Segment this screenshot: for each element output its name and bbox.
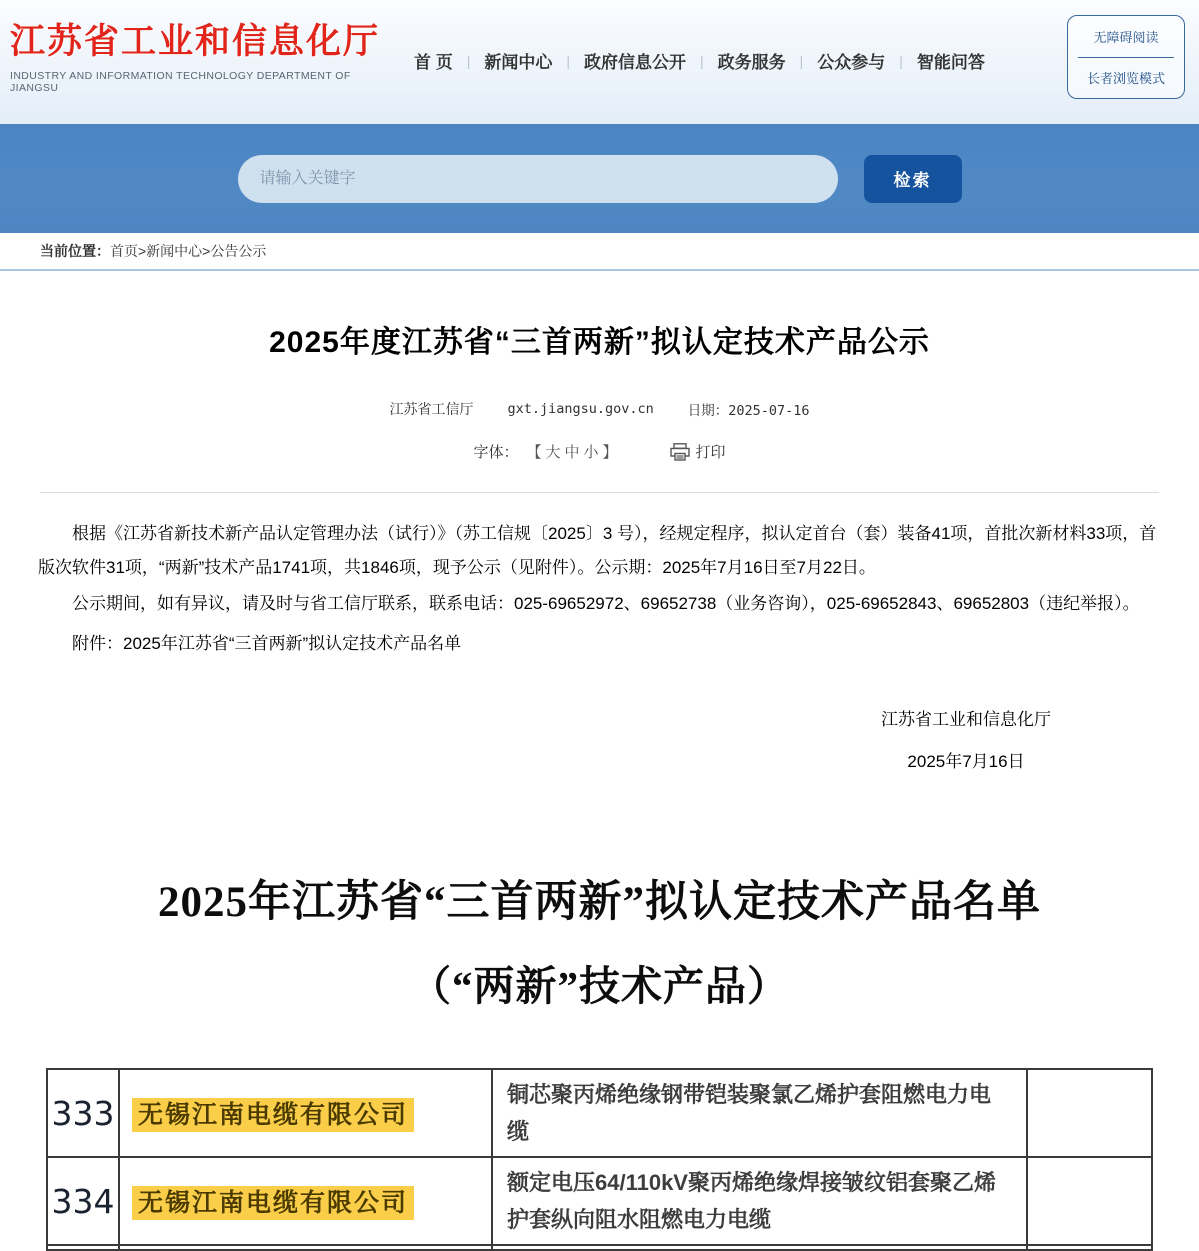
article-paragraph-1: 根据《江苏省新技术新产品认定管理办法（试行）》（苏工信规〔2025〕3 号），经规定程序，拟认定首台（套）装备41项，首批次新材料33项，首版次软件31项，“两新”技术产品1741项，共1846项，现予公示（见附件）。公示期：2025年7月16日至7月22日。 [38, 524, 1157, 577]
nav-item-news[interactable]: 新闻中心 [484, 53, 553, 72]
logo-title: 江苏省工业和信息化厅 [10, 22, 381, 61]
signature-block [0, 705, 1199, 772]
empty-cell [1027, 1069, 1152, 1157]
product-cell: 额定电压64/110kV聚丙烯绝缘焊接皱纹铝套聚乙烯护套纵向阻水阻燃电力电缆 [492, 1157, 1027, 1245]
accessibility-box [1067, 15, 1185, 99]
article [0, 271, 1199, 772]
empty-cell [492, 1245, 1027, 1250]
breadcrumb-path[interactable]: 首页>新闻中心>公告公示 [110, 243, 267, 259]
row-number: 334 [47, 1157, 119, 1245]
article-meta [0, 399, 1199, 419]
breadcrumb [0, 233, 1199, 271]
printer-icon [670, 443, 690, 461]
article-source: 江苏省工信厅 [389, 401, 474, 417]
site-logo[interactable] [0, 0, 400, 94]
empty-cell [1027, 1157, 1152, 1245]
doc-title-line2: （“两新”技术产品） [410, 963, 789, 1009]
nav-item-home[interactable]: 首 页 [414, 53, 453, 72]
company-cell [119, 1157, 492, 1245]
print-button[interactable] [670, 441, 726, 462]
nav-separator: | [899, 52, 903, 69]
product-cell: 铜芯聚丙烯绝缘钢带铠装聚氯乙烯护套阻燃电力电缆 [492, 1069, 1027, 1157]
company-name-highlighted: 无锡江南电缆有限公司 [132, 1186, 414, 1220]
company-name-highlighted: 无锡江南电缆有限公司 [132, 1098, 414, 1132]
nav-item-participation[interactable]: 公众参与 [817, 53, 886, 72]
article-date: 日期：2025-07-16 [687, 403, 810, 419]
site-header [0, 0, 1199, 124]
table-row [47, 1069, 1152, 1157]
article-controls [0, 441, 1199, 462]
font-size-medium[interactable]: 中 [564, 444, 584, 461]
article-paragraph-2: 公示期间，如有异议，请及时与省工信厅联系，联系电话：025-69652972、69652738（业务咨询），025-69652843、69652803（违纪举报）。 [72, 594, 1140, 613]
nav-separator: | [566, 52, 571, 69]
article-divider [40, 492, 1159, 493]
font-bracket-close: 】 [602, 444, 622, 461]
search-band [0, 124, 1199, 233]
article-site-url: gxt.jiangsu.gov.cn [507, 401, 654, 417]
accessible-reading-button[interactable]: 无障碍阅读 [1093, 29, 1159, 45]
breadcrumb-label: 当前位置： [40, 243, 110, 259]
main-nav [400, 48, 999, 73]
table-row-cutoff [47, 1245, 1152, 1250]
nav-item-smart-qa[interactable]: 智能问答 [916, 53, 985, 72]
font-size-switcher [526, 441, 621, 462]
signature-org: 江苏省工业和信息化厅 [881, 710, 1051, 729]
empty-cell [1027, 1245, 1152, 1250]
font-size-label: 字体： [473, 444, 519, 461]
search-input[interactable] [238, 155, 838, 203]
search-button[interactable]: 检索 [864, 155, 962, 203]
company-cell [119, 1069, 492, 1157]
nav-separator: | [700, 52, 704, 69]
empty-cell [47, 1245, 119, 1250]
nav-item-services[interactable]: 政务服务 [717, 53, 786, 72]
nav-separator: | [799, 52, 804, 69]
font-size-small[interactable]: 小 [583, 444, 603, 461]
logo-subtitle: INDUSTRY AND INFORMATION TECHNOLOGY DEPARTMENT OF JIANGSU [10, 70, 351, 94]
attachment-link[interactable]: 附件：2025年江苏省“三首两新”拟认定技术产品名单 [72, 634, 462, 653]
doc-title-line1: 2025年江苏省“三首两新”拟认定技术产品名单 [158, 879, 1041, 926]
print-label: 打印 [695, 444, 726, 461]
attachment-document [0, 868, 1199, 1251]
products-table [46, 1068, 1153, 1251]
signature-date: 2025年7月16日 [907, 752, 1025, 771]
empty-cell [119, 1245, 492, 1250]
nav-separator: | [466, 52, 471, 69]
elder-mode-button[interactable]: 长者浏览模式 [1086, 71, 1165, 87]
table-row [47, 1157, 1152, 1245]
article-body [38, 517, 1161, 661]
row-number: 333 [47, 1069, 119, 1157]
page-title: 2025年度江苏省“三首两新”拟认定技术产品公示 [269, 326, 930, 359]
font-bracket-open: 【 [526, 444, 546, 461]
nav-item-gov-info[interactable]: 政府信息公开 [584, 53, 687, 72]
font-size-large[interactable]: 大 [545, 444, 565, 461]
